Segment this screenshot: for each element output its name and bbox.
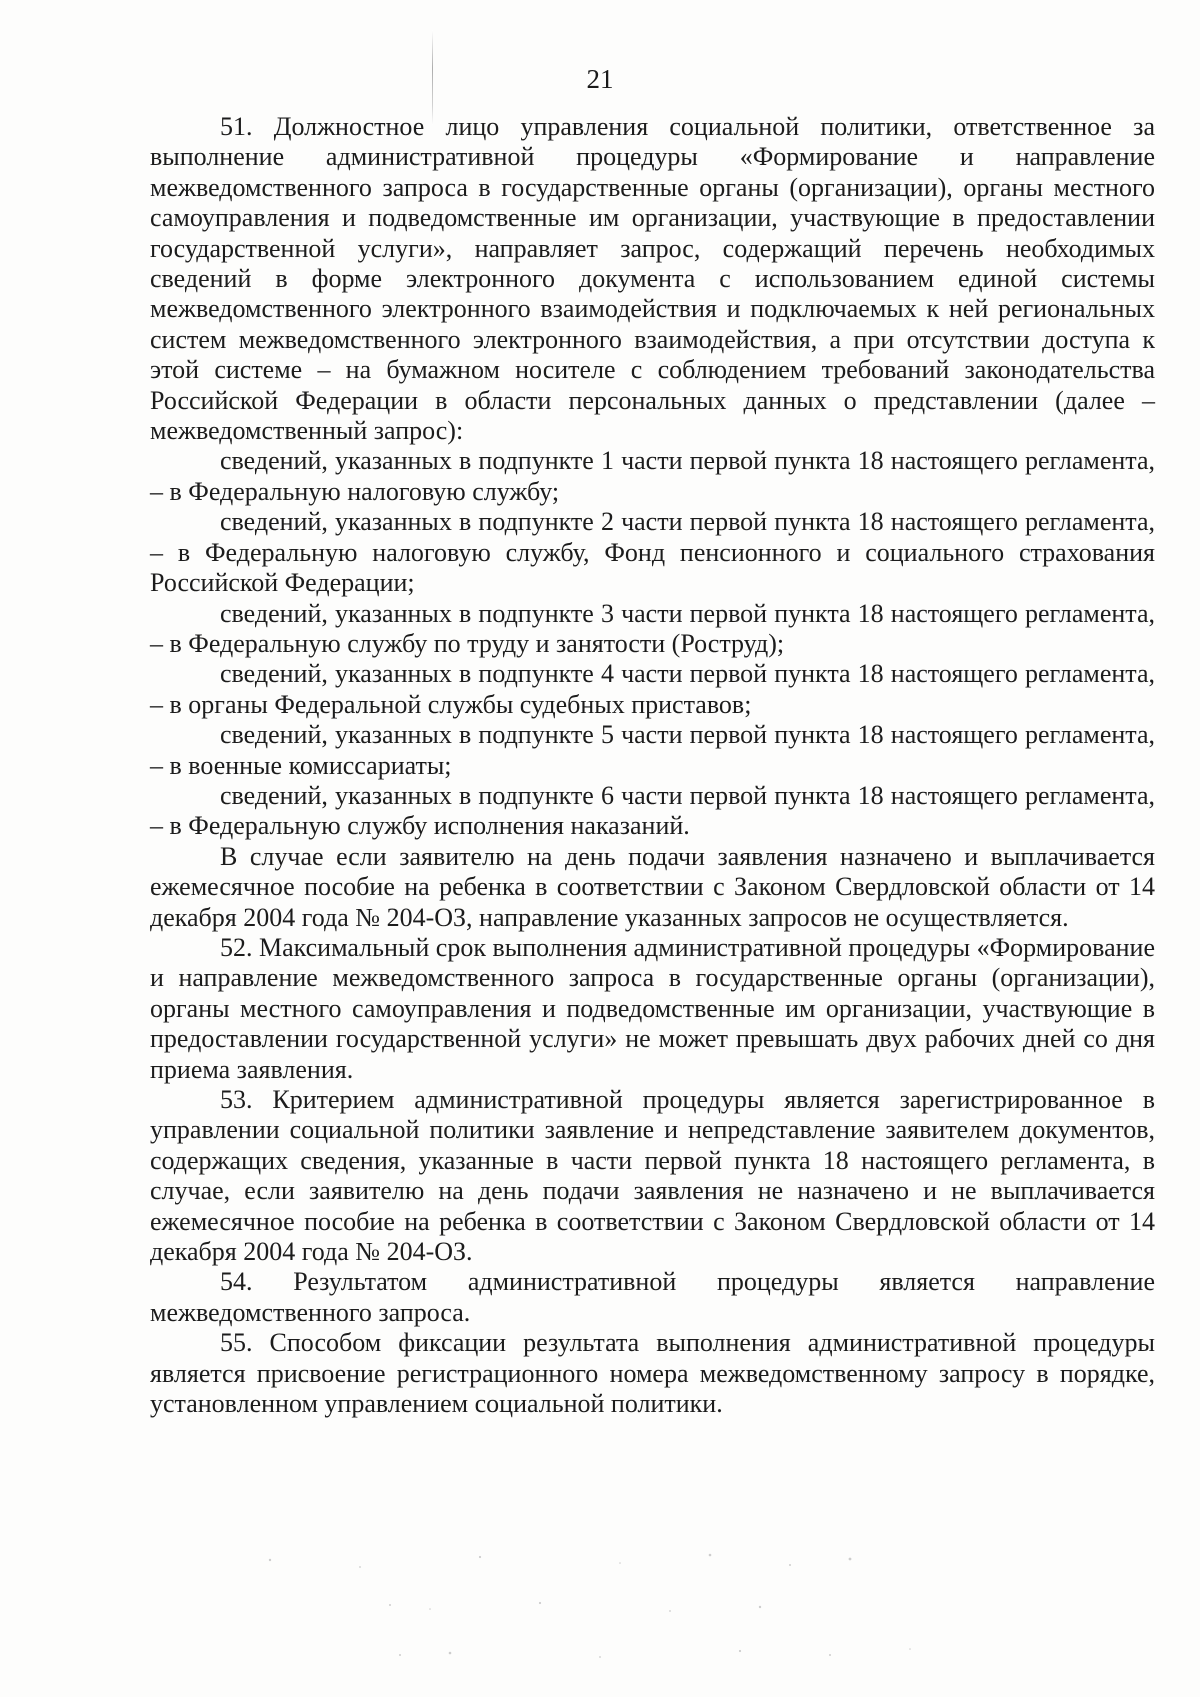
list-item-subitem-5: сведений, указанных в подпункте 5 части первой пункта 18 настоящего регламента, – в военные комиссариаты; — [150, 720, 1155, 780]
list-item-subitem-2: сведений, указанных в подпункте 2 части первой пункта 18 настоящего регламента, – в Федеральную налоговую службу, Фонд пенсионного и социального страхования Российской Федерации; — [150, 507, 1155, 598]
list-item-subitem-3: сведений, указанных в подпункте 3 части первой пункта 18 настоящего регламента, – в Федеральную службу по труду и занятости (Роструд); — [150, 598, 1155, 658]
document-body — [150, 112, 1155, 1419]
scan-speckle-noise — [150, 1545, 1050, 1675]
paragraph-54: 54. Результатом административной процедуры является направление межведомственного запроса. — [150, 1267, 1155, 1327]
paragraph-53: 53. Критерием административной процедуры является зарегистрированное в управлении социальной политики заявление и непредставление заявителем документов, содержащих сведения, указанные в части первой пункта 18 настоящего регламента, в случае, если заявителю на день подачи заявления не назначено и не выплачивается ежемесячное пособие на ребенка в соответствии с Законом Свердловской области от 14 декабря 2004 года № 204-ОЗ. — [150, 1085, 1155, 1267]
paragraph-52: 52. Максимальный срок выполнения административной процедуры «Формирование и направление межведомственного запроса в государственные органы (организации), органы местного самоуправления и подведомственные им организации, участвующие в предоставлении государственной услуги» не может превышать двух рабочих дней со дня приема заявления. — [150, 932, 1155, 1084]
list-item-subitem-6: сведений, указанных в подпункте 6 части первой пункта 18 настоящего регламента, – в Федеральную службу исполнения наказаний. — [150, 780, 1155, 841]
list-item-subitem-4: сведений, указанных в подпункте 4 части первой пункта 18 настоящего регламента, – в органы Федеральной службы судебных приставов; — [150, 659, 1155, 719]
page-number: 21 — [586, 64, 614, 94]
paragraph-55: 55. Способом фиксации результата выполнения административной процедуры является присвоение регистрационного номера межведомственному запросу в порядке, установленном управлением социальной политики. — [150, 1328, 1155, 1419]
list-item-subitem-1: сведений, указанных в подпункте 1 части первой пункта 18 настоящего регламента, – в Федеральную налоговую службу; — [150, 446, 1155, 506]
paragraph-51: 51. Должностное лицо управления социальной политики, ответственное за выполнение административной процедуры «Формирование и направление межведомственного запроса в государственные органы (организации), органы местного самоуправления и подведомственные им организации, участвующие в предоставлении государственной услуги», направляет запрос, содержащий перечень необходимых сведений в форме электронного документа с использованием единой системы межведомственного электронного взаимодействия и подключаемых к ней региональных систем межведомственного электронного взаимодействия, а при отсутствии доступа к этой системе – на бумажном носителе с соблюдением требований законодательства Российской Федерации в области персональных данных о представлении (далее – межведомственный запрос): — [150, 112, 1155, 446]
paragraph-exception: В случае если заявителю на день подачи заявления назначено и выплачивается ежемесячное пособие на ребенка в соответствии с Законом Свердловской области от 14 декабря 2004 года № 204-ОЗ, направление указанных запросов не осуществляется. — [150, 841, 1155, 932]
